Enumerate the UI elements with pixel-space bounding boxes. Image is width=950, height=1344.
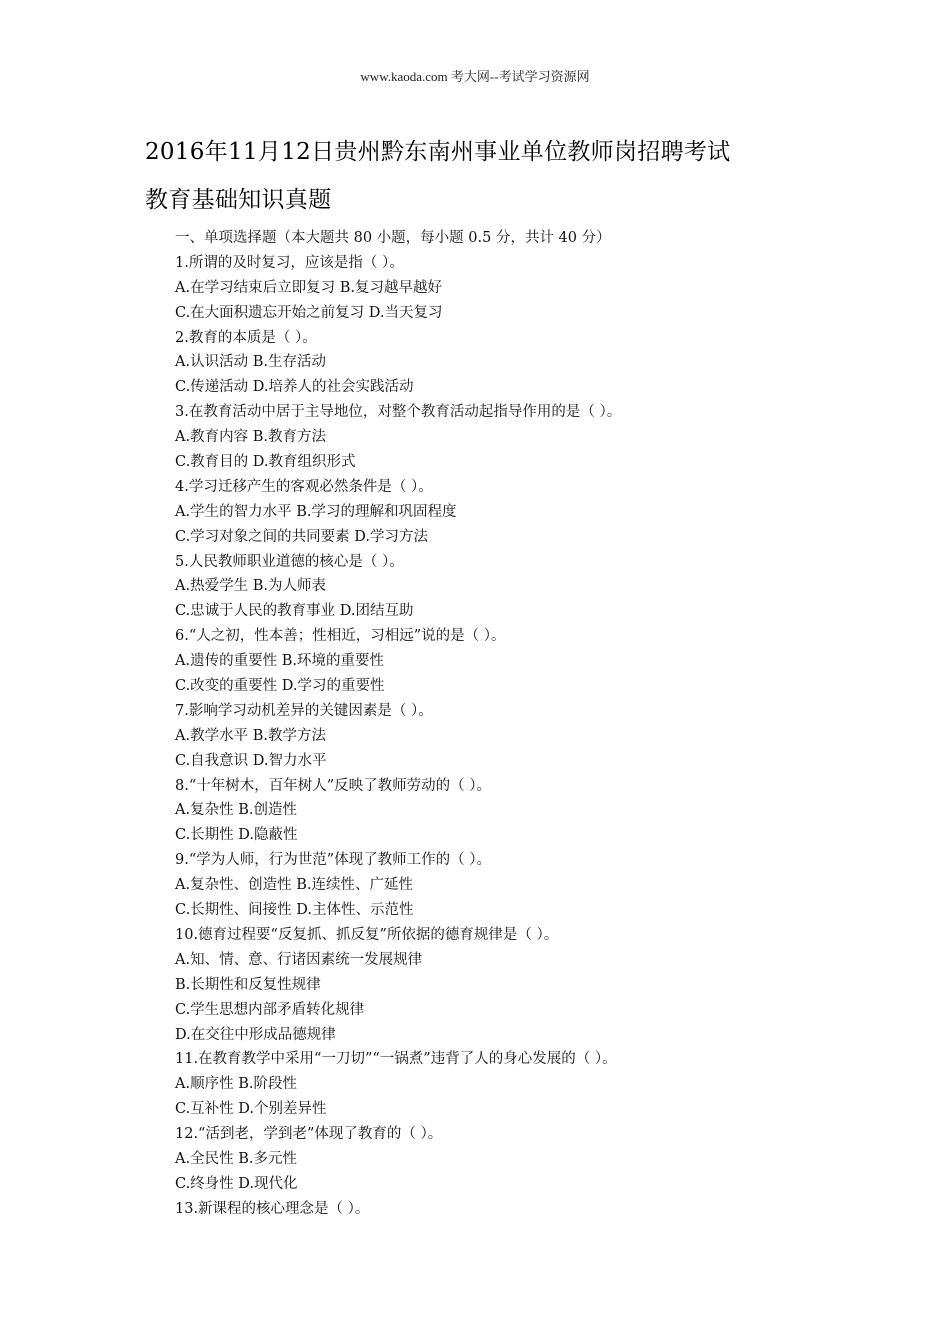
question-10-option-b: B.长期性和反复性规律: [175, 976, 321, 993]
question-10-option-d: D.在交往中形成品德规律: [175, 1026, 336, 1043]
question-11-options-cd: C.互补性 D.个别差异性: [175, 1101, 327, 1118]
question-12-options-ab: A.全民性 B.多元性: [175, 1150, 297, 1167]
question-3-options-ab: A.教育内容 B.教育方法: [175, 429, 326, 446]
question-2: 2.教育的本质是（ ）。: [175, 329, 317, 346]
question-4-options-cd: C.学习对象之间的共同要素 D.学习方法: [175, 528, 429, 545]
section-heading: 一、单项选择题（本大题共 80 小题，每小题 0.5 分，共计 40 分）: [175, 230, 611, 246]
question-4: 4.学习迁移产生的客观必然条件是（ ）。: [175, 478, 433, 495]
page-header: www.kaoda.com 考大网--考试学习资源网: [360, 69, 590, 84]
question-10-option-c: C.学生思想内部矛盾转化规律: [175, 1001, 365, 1018]
question-7-options-cd: C.自我意识 D.智力水平: [175, 752, 327, 769]
document-title-line2: 教育基础知识真题: [145, 187, 332, 213]
question-3-options-cd: C.教育目的 D.教育组织形式: [175, 454, 356, 471]
question-content: [175, 226, 855, 1222]
question-8: 8.“十年树木，百年树人”反映了教师劳动的（ ）。: [175, 777, 492, 794]
question-9-options-ab: A.复杂性、创造性 B.连续性、广延性: [175, 877, 413, 894]
question-2-options-ab: A.认识活动 B.生存活动: [175, 354, 326, 371]
question-7: 7.影响学习动机差异的关键因素是（ ）。: [175, 702, 433, 719]
question-8-options-ab: A.复杂性 B.创造性: [175, 802, 297, 819]
document-title-line1: 2016年11月12日贵州黔东南州事业单位教师岗招聘考试: [145, 139, 731, 165]
question-4-options-ab: A.学生的智力水平 B.学习的理解和巩固程度: [175, 503, 457, 520]
question-12: 12.“活到老，学到老”体现了教育的（ ）。: [175, 1126, 443, 1143]
question-5: 5.人民教师职业道德的核心是（ ）。: [175, 553, 404, 570]
question-11: 11.在教育教学中采用“一刀切”“一锅煮”违背了人的身心发展的（ ）。: [175, 1051, 617, 1068]
question-1: 1.所谓的及时复习，应该是指（ ）。: [175, 254, 404, 271]
question-11-options-ab: A.顺序性 B.阶段性: [175, 1076, 297, 1093]
question-5-options-cd: C.忠诚于人民的教育事业 D.团结互助: [175, 603, 414, 620]
question-10-option-a: A.知、情、意、行诸因素统一发展规律: [175, 951, 423, 968]
question-5-options-ab: A.热爱学生 B.为人师表: [175, 578, 326, 595]
question-8-options-cd: C.长期性 D.隐蔽性: [175, 827, 298, 844]
question-1-options-ab: A.在学习结束后立即复习 B.复习越早越好: [175, 279, 442, 296]
question-10: 10.德育过程要“反复抓、抓反复”所依据的德育规律是（ ）。: [175, 926, 559, 943]
question-7-options-ab: A.教学水平 B.教学方法: [175, 727, 326, 744]
question-2-options-cd: C.传递活动 D.培养人的社会实践活动: [175, 379, 414, 396]
question-9-options-cd: C.长期性、间接性 D.主体性、示范性: [175, 902, 414, 919]
question-1-options-cd: C.在大面积遗忘开始之前复习 D.当天复习: [175, 304, 443, 321]
question-9: 9.“学为人师，行为世范”体现了教师工作的（ ）。: [175, 852, 492, 869]
question-12-options-cd: C.终身性 D.现代化: [175, 1175, 298, 1192]
question-6-options-ab: A.遗传的重要性 B.环境的重要性: [175, 653, 384, 670]
question-6: 6.“人之初，性本善；性相近，习相远”说的是（ ）。: [175, 628, 506, 645]
question-3: 3.在教育活动中居于主导地位，对整个教育活动起指导作用的是（ ）。: [175, 404, 622, 421]
question-13: 13.新课程的核心理念是（ ）。: [175, 1200, 370, 1217]
question-6-options-cd: C.改变的重要性 D.学习的重要性: [175, 678, 385, 695]
